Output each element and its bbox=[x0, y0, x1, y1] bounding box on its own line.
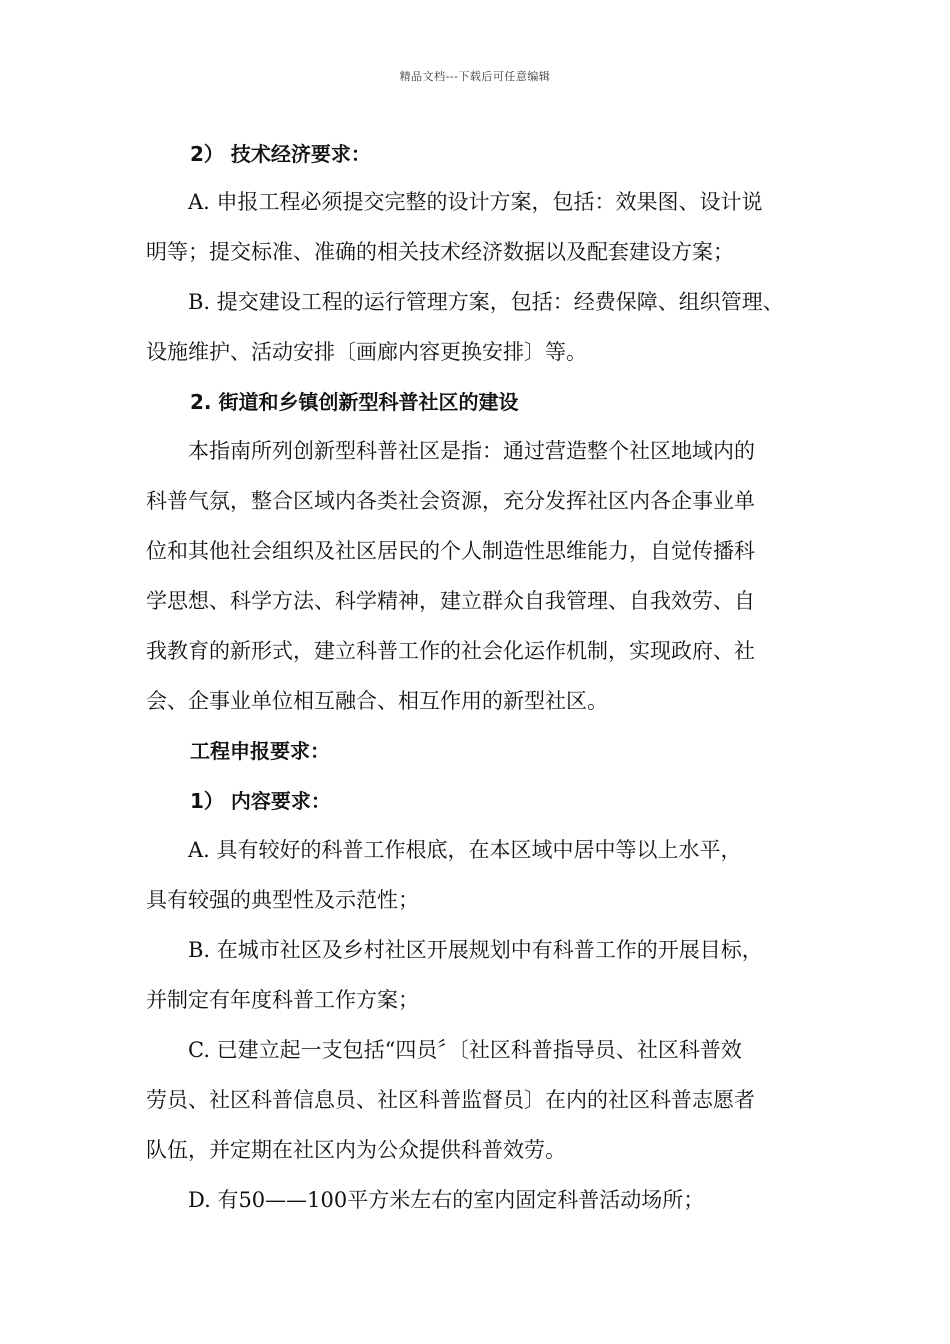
paragraph-line: 位和其他社会组织及社区居民的个人制造性思维能力，自觉传播科 bbox=[146, 539, 755, 563]
paragraph-line: 我教育的新形式，建立科普工作的社会化运作机制，实现政府、社 bbox=[146, 639, 755, 663]
paragraph-line: A. 具有较好的科普工作根底，在本区域中居中等以上水平， bbox=[188, 838, 742, 862]
heading-application-requirements: 工程申报要求： bbox=[190, 739, 330, 763]
paragraph-line: B. 在城市社区及乡村社区开展规划中有科普工作的开展目标， bbox=[188, 938, 763, 962]
paragraph-line: 会、企事业单位相互融合、相互作用的新型社区。 bbox=[146, 689, 608, 713]
paragraph-line: 劳员、社区科普信息员、社区科普监督员〕在内的社区科普志愿者 bbox=[146, 1088, 755, 1112]
paragraph-line: 本指南所列创新型科普社区是指：通过营造整个社区地域内的 bbox=[188, 439, 755, 463]
paragraph-line: C. 已建立起一支包括“四员〞〔社区科普指导员、社区科普效 bbox=[188, 1038, 742, 1062]
paragraph-line: A. 申报工程必须提交完整的设计方案，包括：效果图、设计说 bbox=[188, 190, 763, 214]
heading-content-requirements: 1） 内容要求： bbox=[190, 789, 331, 813]
heading-technical-economic: 2） 技术经济要求： bbox=[190, 142, 371, 166]
paragraph-line: 具有较强的典型性及示范性； bbox=[146, 888, 419, 912]
paragraph-line: 队伍，并定期在社区内为公众提供科普效劳。 bbox=[146, 1138, 566, 1162]
page-header: 精品文档---下载后可任意编辑 bbox=[399, 70, 551, 83]
paragraph-line: D. 有50——100平方米左右的室内固定科普活动场所； bbox=[188, 1188, 705, 1212]
paragraph-line: 学思想、科学方法、科学精神，建立群众自我管理、自我效劳、自 bbox=[146, 589, 755, 613]
heading-community-construction: 2. 街道和乡镇创新型科普社区的建设 bbox=[190, 390, 519, 414]
paragraph-line: B. 提交建设工程的运行管理方案，包括：经费保障、组织管理、 bbox=[188, 290, 784, 314]
paragraph-line: 科普气氛，整合区域内各类社会资源，充分发挥社区内各企事业单 bbox=[146, 489, 755, 513]
paragraph-line: 明等；提交标准、准确的相关技术经济数据以及配套建设方案； bbox=[146, 240, 734, 264]
paragraph-line: 设施维护、活动安排〔画廊内容更换安排〕等。 bbox=[146, 340, 587, 364]
paragraph-line: 并制定有年度科普工作方案； bbox=[146, 988, 419, 1012]
